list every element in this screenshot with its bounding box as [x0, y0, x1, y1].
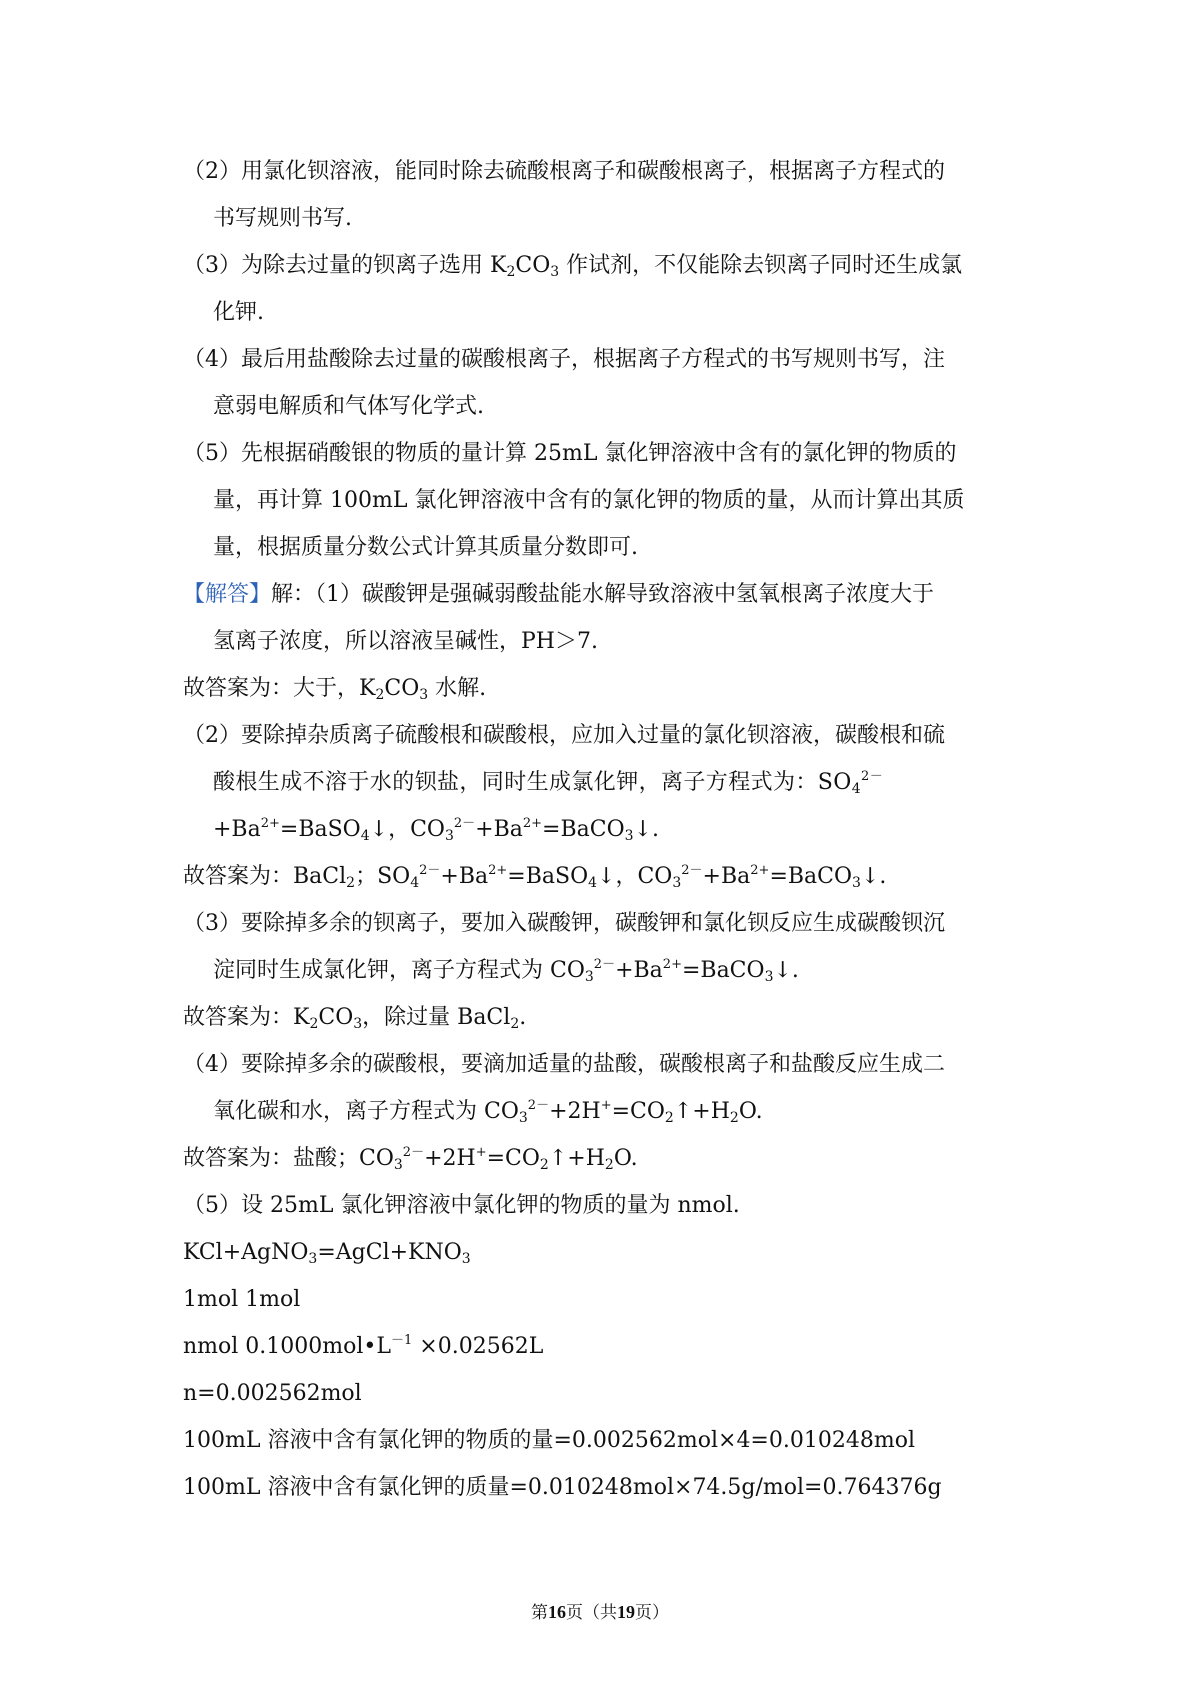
text-line: 故答案为：$K_2CO_3$，除过量 BaCl$_2$.: [183, 1005, 527, 1032]
text-line: $+Ba^{2+}=BaSO_4↓$，$CO_3^{2-}+Ba^{2+}=BaCO_3↓$.: [213, 816, 659, 844]
text-line: 【解答】解：（1）碳酸钾是强碱弱酸盐能水解导致溶液中氢氧根离子浓度大于: [183, 582, 935, 607]
text-line: $KCl+AgNO_3=AgCl+KNO_3$: [183, 1240, 471, 1267]
text-line: 化钾.: [213, 300, 264, 325]
answer-tag: 【解答】: [183, 582, 272, 607]
text-line: 意弱电解质和气体写化学式.: [213, 394, 484, 419]
text-line: 1mol 1mol: [183, 1287, 301, 1312]
text-line: 书写规则书写.: [213, 206, 352, 231]
text-line: （5）先根据硝酸银的物质的量计算 25mL 氯化钾溶液中含有的氯化钾的物质的: [183, 441, 957, 466]
text-line: 酸根生成不溶于水的钡盐，同时生成氯化钾，离子方程式为：$SO_4^{2-}$: [213, 769, 884, 797]
page-total: 19: [617, 1602, 635, 1622]
text-line: 100mL 溶液中含有氯化钾的物质的量=0.002562mol×4=0.010248mol: [183, 1428, 915, 1453]
text-line: 量，再计算 100mL 氯化钾溶液中含有的氯化钾的物质的量，从而计算出其质: [213, 488, 965, 513]
text-line: 淀同时生成氯化钾，离子方程式为 $CO_3^{2-}+Ba^{2+}=BaCO_3↓$.: [213, 957, 799, 985]
text-line: （4）要除掉多余的碳酸根，要滴加适量的盐酸，碳酸根离子和盐酸反应生成二: [183, 1052, 945, 1077]
text-line: 氢离子浓度，所以溶液呈碱性，PH＞7.: [213, 629, 598, 654]
page-footer: 第16页（共19页）: [531, 1602, 669, 1623]
answer-content: [183, 148, 1028, 1511]
text-line: （5）设 25mL 氯化钾溶液中氯化钾的物质的量为 nmol.: [183, 1193, 740, 1218]
text-line: 量，根据质量分数公式计算其质量分数即可.: [213, 535, 638, 560]
text-line: 100mL 溶液中含有氯化钾的质量=0.010248mol×74.5g/mol=0.764376g: [183, 1475, 942, 1500]
text-line: 故答案为：大于，$K_2CO_3$ 水解.: [183, 676, 487, 703]
text-line: （3）为除去过量的钡离子选用 $K_2CO_3$ 作试剂，不仅能除去钡离子同时还生成氯: [183, 253, 963, 280]
text-line: nmol $0.1000mol•L^{-1} \times 0.02562L$: [183, 1333, 544, 1359]
text-line: 氧化碳和水，离子方程式为 $CO_3^{2-}+2H^+=CO_2↑+H_2O$.: [213, 1098, 763, 1126]
text-line: （4）最后用盐酸除去过量的碳酸根离子，根据离子方程式的书写规则书写，注: [183, 347, 945, 372]
text-line: （3）要除掉多余的钡离子，要加入碳酸钾，碳酸钾和氯化钡反应生成碳酸钡沉: [183, 911, 945, 936]
text-line: 故答案为：BaCl$_2$；$SO_4^{2-}+Ba^{2+}=BaSO_4↓$，$CO_3^{2-}+Ba^{2+}=BaCO_3↓$.: [183, 863, 887, 891]
text-line: n=0.002562mol: [183, 1381, 362, 1406]
text-line: 故答案为：盐酸；$CO_3^{2-}+2H^+=CO_2↑+H_2O$.: [183, 1145, 638, 1173]
page-number: 16: [548, 1602, 566, 1622]
text-line: （2）用氯化钡溶液，能同时除去硫酸根离子和碳酸根离子，根据离子方程式的: [183, 159, 945, 184]
text-line: （2）要除掉杂质离子硫酸根和碳酸根，应加入过量的氯化钡溶液，碳酸根和硫: [183, 723, 945, 748]
